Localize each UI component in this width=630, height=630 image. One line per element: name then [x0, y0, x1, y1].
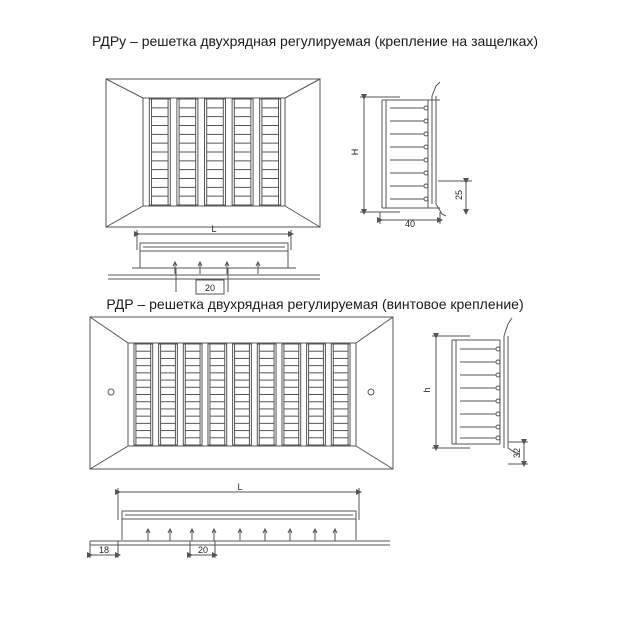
grille-1-height-label: H: [350, 148, 360, 156]
grille-2-side-blade: [460, 373, 500, 377]
grille-1-front-view: [106, 79, 320, 227]
grille-2-bottom-view: [90, 488, 390, 558]
grille-2-blade-column: [233, 344, 252, 445]
section-1-title: РДРу – решетка двухрядная регулируемая (крепление на защелках): [91, 33, 539, 49]
grille-2-side-blade: [460, 399, 500, 403]
grille-2-side-blade: [460, 436, 500, 440]
grille-2-side-blade: [460, 425, 500, 429]
grille-2-blade-column: [331, 344, 350, 445]
grille-1-pitch-label: 20: [204, 283, 216, 293]
grille-2-mounting-pin: [146, 529, 150, 541]
grille-2-mounting-pin: [168, 529, 172, 541]
grille-2-side-blade: [460, 386, 500, 390]
grille-1-blade-column: [149, 99, 170, 205]
grille-2-mounting-pin: [313, 529, 317, 541]
grille-2-blade-column: [208, 344, 227, 445]
grille-1-side-blade: [390, 158, 428, 162]
grille-1-blade-column: [205, 99, 226, 205]
grille-2-pitch-label: 20: [197, 545, 209, 555]
grille-1-side-blade: [390, 197, 428, 201]
grille-2-length-label: L: [237, 482, 243, 492]
grille-1-length-label: L: [211, 224, 217, 234]
grille-2-offset-label: 18: [98, 545, 110, 555]
grille-2-blade-column: [307, 344, 326, 445]
grille-2-flange-label: 32: [512, 447, 522, 459]
grille-2-blade-column: [183, 344, 202, 445]
grille-1-blade-column: [260, 99, 281, 205]
grille-1-blade-column: [232, 99, 253, 205]
grille-2-front-view: [90, 317, 393, 469]
grille-1-side-blade: [390, 184, 428, 188]
grille-2-blade-column: [282, 344, 301, 445]
grille-2-blade-column: [159, 344, 178, 445]
grille-2-mounting-pin: [212, 529, 216, 541]
grille-2-side-view: [432, 318, 528, 464]
grille-1-side-view: [360, 82, 472, 224]
grille-1-side-blade: [390, 145, 428, 149]
grille-1-depth-label: 40: [404, 219, 416, 229]
grille-2-side-blade: [460, 347, 500, 351]
grille-1-blade-column: [177, 99, 198, 205]
section-2-title: РДР – решетка двухрядная регулируемая (винтовое крепление): [106, 296, 524, 312]
grille-2-mounting-pin: [238, 529, 242, 541]
grille-2-side-blade: [460, 360, 500, 364]
grille-2-mounting-pin: [190, 529, 194, 541]
grille-1-side-blade: [390, 171, 428, 175]
grille-2-mounting-pin: [288, 529, 292, 541]
grille-1-side-blade: [390, 119, 428, 123]
grille-1-side-blade: [390, 106, 428, 110]
grille-2-mounting-pin: [263, 529, 267, 541]
grille-1-side-blade: [390, 132, 428, 136]
grille-2-height-label: h: [422, 387, 432, 393]
grille-2-blade-column: [257, 344, 276, 445]
grille-2-mounting-pin: [333, 529, 337, 541]
grille-2-blade-column: [134, 344, 153, 445]
grille-2-side-blade: [460, 412, 500, 416]
grille-1-flange-label: 25: [454, 189, 464, 201]
